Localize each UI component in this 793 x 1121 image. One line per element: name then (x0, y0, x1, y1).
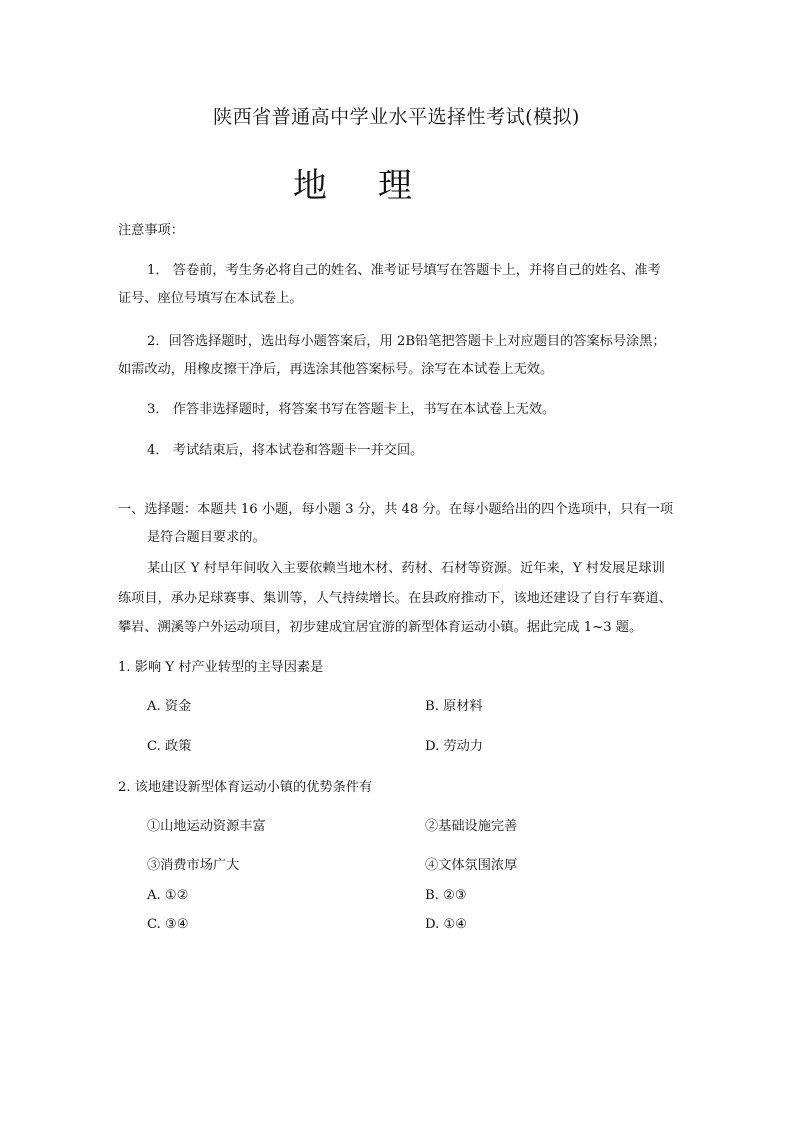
question-2-condition-1: ①山地运动资源丰富 (147, 819, 266, 834)
question-1-option-b: B. 原材料 (425, 699, 483, 714)
notice-item-2-cont: 如需改动，用橡皮擦干净后，再选涂其他答案标号。涂写在本试卷上无效。 (118, 362, 554, 377)
question-2-option-d: D. ①④ (425, 917, 468, 932)
question-1-option-c: C. 政策 (147, 739, 192, 754)
question-2-condition-4: ④文体氛围浓厚 (425, 858, 518, 873)
notice-item-2: 2．回答选择题时，选出每小题答案后，用 2B铅笔把答题卡上对应题目的答案标号涂黑； (147, 334, 666, 349)
notice-item-1-cont: 证号、座位号填写在本试卷上。 (118, 291, 303, 306)
passage-line: 某山区 Y 村早年间收入主要依赖当地木材、药材、石材等资源。近年来，Y 村发展足球训 (147, 561, 665, 576)
section-heading-cont: 是符合题目要求的。 (147, 530, 266, 545)
question-1-stem: 1. 影响 Y 村产业转型的主导因素是 (118, 660, 324, 675)
question-1-option-a: A. 资金 (147, 699, 192, 714)
question-2-option-b: B. ②③ (425, 888, 467, 903)
question-1-option-d: D. 劳动力 (425, 739, 484, 754)
notice-item-1: 1． 答卷前，考生务必将自己的姓名、准考证号填写在答题卡上，并将自己的姓名、准考 (147, 263, 661, 278)
notice-item-4: 4． 考试结束后，将本试卷和答题卡一并交回。 (147, 443, 424, 458)
passage-line: 练项目，承办足球赛事、集训等，人气持续增长。在县政府推动下，该地还建设了自行车赛道、 (118, 591, 672, 606)
question-2-stem: 2. 该地建设新型体育运动小镇的优势条件有 (118, 780, 373, 795)
notice-item-3: 3． 作答非选择题时，将答案书写在答题卡上，书写在本试卷上无效。 (147, 402, 556, 417)
question-2-option-a: A. ①② (147, 888, 189, 903)
passage-line: 攀岩、溯溪等户外运动项目，初步建成宜居宜游的新型体育运动小镇。据此完成 1~3 题。 (118, 620, 643, 635)
exam-title: 陕西省普通高中学业水平选择性考试(模拟) (213, 106, 580, 128)
section-heading: 一、选择题：本题共 16 小题，每小题 3 分，共 48 分。在每小题给出的四个选项中，只有一项 (118, 502, 674, 517)
subject-char-2: 理 (378, 166, 412, 206)
subject-char-1: 地 (293, 166, 327, 206)
question-2-condition-3: ③消费市场广大 (147, 858, 240, 873)
notice-heading: 注意事项： (118, 223, 184, 238)
question-2-condition-2: ②基础设施完善 (425, 819, 518, 834)
question-2-option-c: C. ③④ (147, 917, 189, 932)
